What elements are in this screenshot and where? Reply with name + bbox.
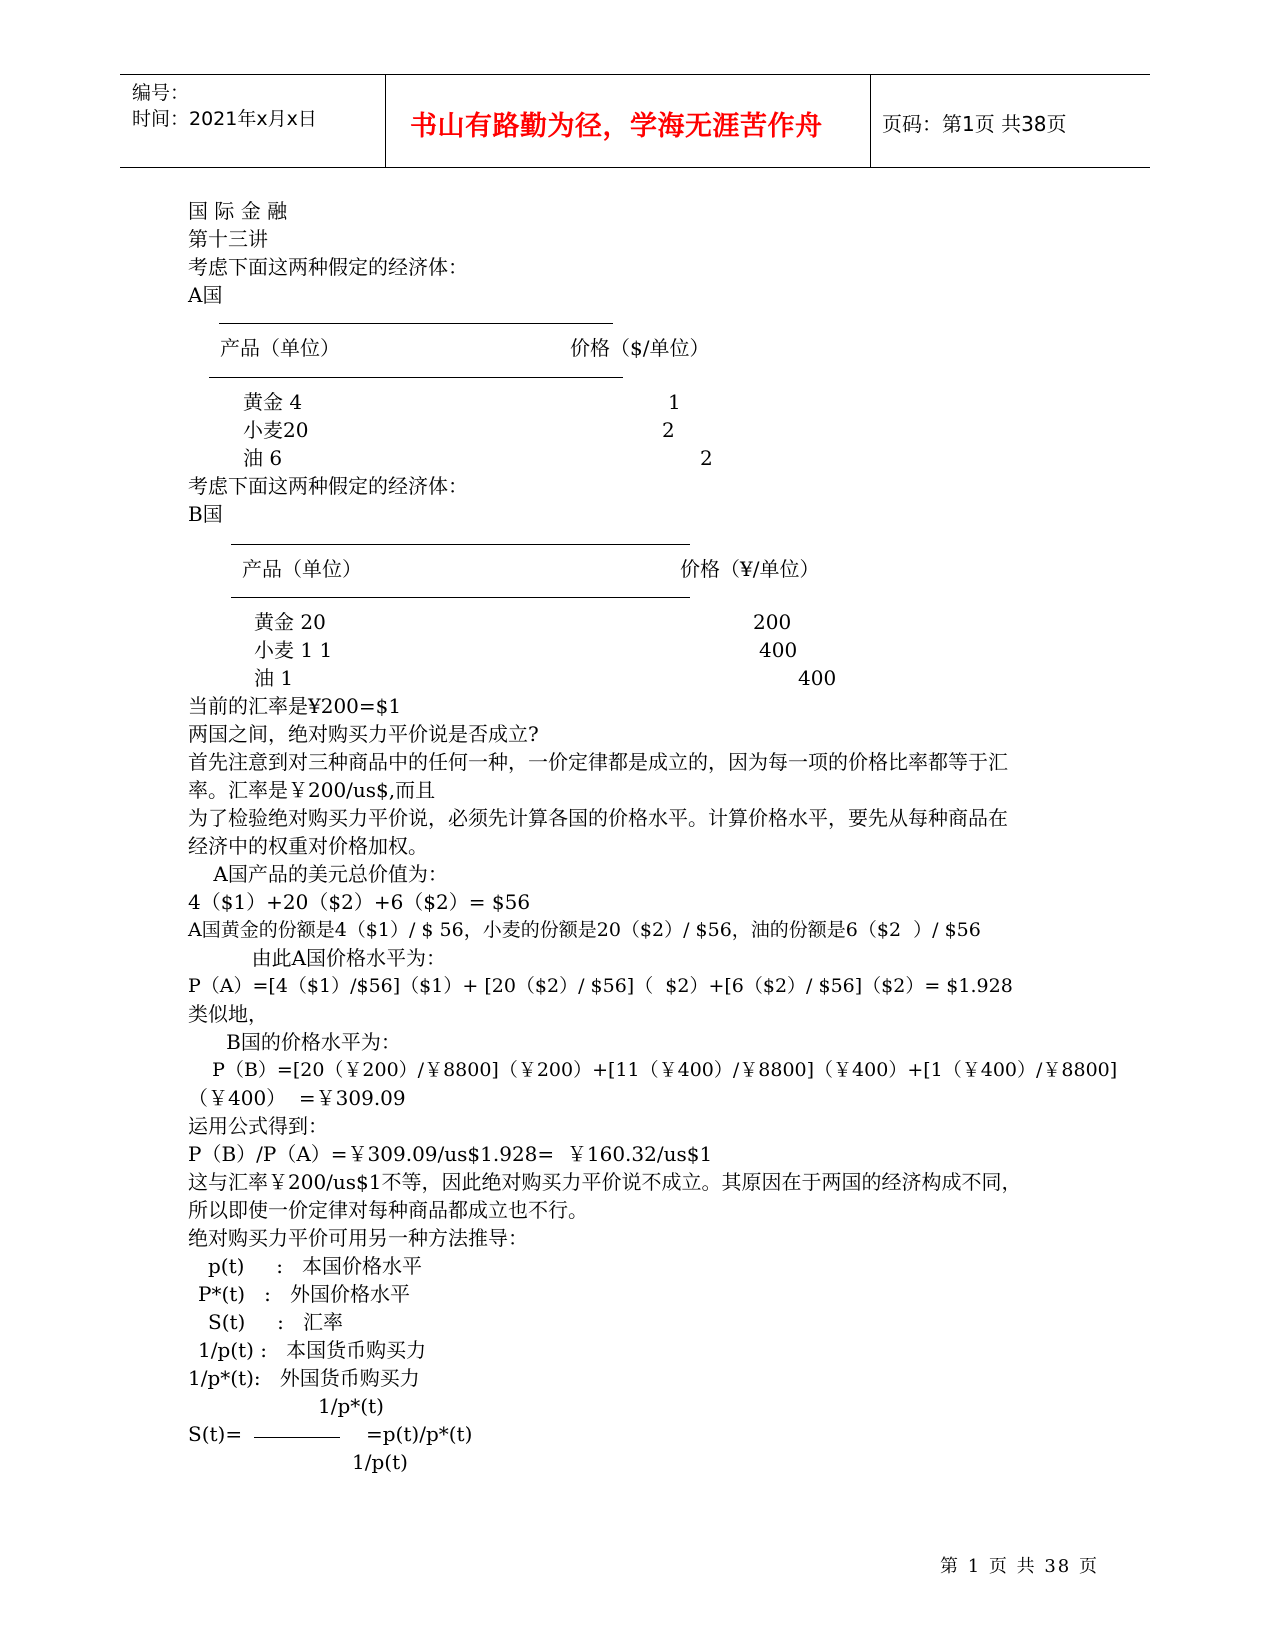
header-number-label: 编号： [132, 82, 190, 104]
intro-a: 考虑下面这两种假定的经济体： [188, 255, 468, 279]
header-top-rule [120, 74, 1150, 75]
table-a-top-rule [219, 323, 613, 324]
table-b-col-price: 价格（¥/单位） [680, 557, 820, 581]
body-line: 这与汇率￥200/us$1不等，因此绝对购买力平价说不成立。其原因在于两国的经济构成不同， [188, 1170, 1022, 1194]
body-line: B国的价格水平为： [188, 1030, 401, 1054]
header-divider-left [385, 74, 386, 168]
header-bottom-rule [120, 167, 1150, 168]
body-line: 为了检验绝对购买力平价说，必须先计算各国的价格水平。计算价格水平，要先从每种商品在 [188, 806, 1008, 830]
body-line: A国黄金的份额是4（$1）/ $ 56，小麦的份额是20（$2）/ $56，油的份额是6（$2 ）/ $56 [188, 919, 981, 941]
formula-numerator: 1/p*(t) [318, 1394, 384, 1418]
country-a-label: A国 [188, 283, 223, 307]
table-b-row-price: 400 [798, 666, 837, 690]
table-a-row-price: 2 [700, 446, 713, 470]
header-time-label: 时间：2021年x月x日 [132, 108, 317, 130]
body-line: 绝对购买力平价可用另一种方法推导： [188, 1226, 528, 1250]
table-a-col-product: 产品（单位） [220, 336, 340, 360]
definition-line: S(t) : 汇率 [208, 1310, 343, 1334]
body-line: 率。汇率是￥200/us$,而且 [188, 778, 436, 802]
body-line: 所以即使一价定律对每种商品都成立也不行。 [188, 1198, 588, 1222]
table-a-row-name: 黄金 4 [243, 390, 303, 414]
formula-rhs: =p(t)/p*(t) [366, 1422, 473, 1446]
body-line: 当前的汇率是¥200=$1 [188, 694, 402, 718]
page-footer: 第 1 页 共 38 页 [940, 1556, 1099, 1577]
body-line: 由此A国价格水平为： [188, 946, 447, 970]
table-b-top-rule [231, 544, 690, 545]
body-line: 首先注意到对三种商品中的任何一种，一价定律都是成立的，因为每一项的价格比率都等于汇 [188, 750, 1008, 774]
body-line: 4（$1）+20（$2）+6（$2）= $56 [188, 890, 531, 914]
definition-line: P*(t) : 外国价格水平 [198, 1282, 410, 1306]
table-a-row-name: 油 6 [243, 446, 283, 470]
body-line: 两国之间，绝对购买力平价说是否成立? [188, 722, 539, 746]
table-b-row-price: 200 [753, 610, 792, 634]
formula-denominator: 1/p(t) [352, 1450, 408, 1474]
definition-line: 1/p*(t): 外国货币购买力 [188, 1366, 420, 1390]
header-divider-right [870, 74, 871, 168]
body-line: P（A）=[4（$1）/$56]（$1）+ [20（$2）/ $56]（ $2）+[6（$2）/ $56]（$2）= $1.928 [188, 975, 1013, 997]
body-line: A国产品的美元总价值为： [188, 862, 448, 886]
body-line: 运用公式得到： [188, 1114, 328, 1138]
table-a-header-rule [209, 377, 623, 378]
body-line: 类似地， [188, 1002, 268, 1026]
country-b-label: B国 [188, 502, 223, 526]
body-line: P（B）/P（A）=￥309.09/us$1.928= ￥160.32/us$1 [188, 1142, 713, 1166]
doc-title: 国 际 金 融 [188, 199, 288, 223]
table-b-row-name: 黄金 20 [254, 610, 326, 634]
table-a-row-price: 1 [668, 390, 681, 414]
formula-lhs: S(t)= [188, 1422, 243, 1446]
table-a-row-name: 小麦20 [243, 418, 309, 442]
formula-fraction-bar [254, 1437, 340, 1438]
table-b-row-name: 油 1 [254, 666, 294, 690]
table-b-header-rule [231, 597, 690, 598]
table-b-row-name: 小麦 1 1 [254, 638, 333, 662]
table-a-row-price: 2 [662, 418, 675, 442]
definition-line: p(t) : 本国价格水平 [208, 1254, 423, 1278]
table-a-col-price: 价格（$/单位） [570, 336, 710, 360]
definition-line: 1/p(t) : 本国货币购买力 [198, 1338, 427, 1362]
header-motto: 书山有路勤为径，学海无涯苦作舟 [410, 111, 823, 142]
table-b-col-product: 产品（单位） [242, 557, 362, 581]
body-line: P（B）=[20（￥200）/￥8800]（￥200）+[11（￥400）/￥8800]（￥400）+[1（￥400）/￥8800] [188, 1059, 1118, 1081]
header-page-info: 页码：第1页 共38页 [882, 112, 1067, 136]
body-line: 经济中的权重对价格加权。 [188, 834, 428, 858]
body-line: （￥400） =￥309.09 [188, 1086, 406, 1110]
lecture-label: 第十三讲 [188, 227, 268, 251]
table-b-row-price: 400 [759, 638, 798, 662]
intro-b: 考虑下面这两种假定的经济体： [188, 474, 468, 498]
